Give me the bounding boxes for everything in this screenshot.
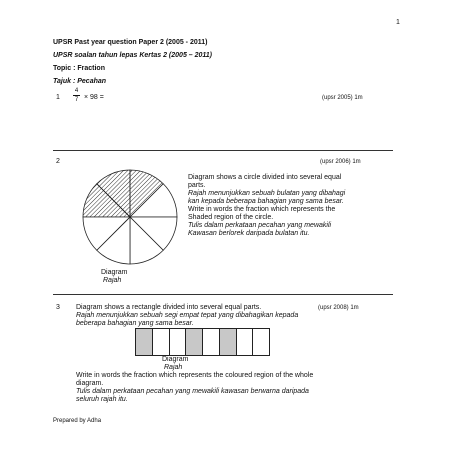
q2-text-ms-2: kan kepada beberapa bahagian yang sama besar. <box>188 198 344 205</box>
q1-source: (upsr 2005) 1m <box>322 95 363 101</box>
q3-cell <box>203 329 220 355</box>
q3-cell-shaded <box>186 329 203 355</box>
q1-denominator: 7 <box>74 97 79 103</box>
q2-text-en-2: parts. <box>188 182 206 189</box>
divider-2 <box>53 294 393 295</box>
q3-cell <box>170 329 187 355</box>
q2-circle-diagram <box>80 167 180 267</box>
title-malay: UPSR soalan tahun lepas Kertas 2 (2005 – 2011) <box>53 52 212 59</box>
q2-caption-english: Diagram <box>101 269 128 276</box>
q3-rectangle-diagram <box>135 328 270 356</box>
q2-source: (upsr 2006) 1m <box>320 159 361 165</box>
q3-write-english-1: Write in words the fraction which represents the coloured region of the whole <box>76 372 314 379</box>
q2-write-ms-1: Tulis dalam perkataan pecahan yang mewakili <box>188 222 332 229</box>
q2-write-ms-2: Kawasan berlorek daripada bulatan itu. <box>188 230 310 237</box>
q3-text-english: Diagram shows a rectangle divided into several equal parts. <box>76 304 262 311</box>
q3-cell-shaded <box>220 329 237 355</box>
q2-text-en-1: Diagram shows a circle divided into several equal <box>188 174 342 181</box>
q2-text-ms-1: Rajah menunjukkan sebuah bulatan yang dibahagi <box>188 190 346 197</box>
q2-write-en-2: Shaded region of the circle. <box>188 214 274 221</box>
q3-cell <box>237 329 254 355</box>
q1-expression: × 98 = <box>84 94 104 101</box>
footer-credit: Prepared by Adha <box>53 418 102 424</box>
q1-number: 1 <box>56 94 60 101</box>
q3-write-malay-1: Tulis dalam perkataan pecahan yang mewakili kawasan berwarna daripada <box>76 388 309 395</box>
topic-malay: Tajuk : Pecahan <box>53 78 107 85</box>
q3-caption-malay: Rajah <box>164 364 183 371</box>
q3-caption-english: Diagram <box>162 356 189 363</box>
q1-fraction <box>73 88 80 103</box>
topic-english: Topic : Fraction <box>53 65 105 72</box>
q3-cell <box>153 329 170 355</box>
q3-cell <box>253 329 270 355</box>
title-english: UPSR Past year question Paper 2 (2005 - 2011) <box>53 39 208 46</box>
q3-write-english-2: diagram. <box>76 380 104 387</box>
page-number: 1 <box>396 19 400 26</box>
q1-numerator: 4 <box>74 88 79 94</box>
q2-circle-sectors <box>83 170 177 264</box>
q3-text-malay-2: beberapa bahagian yang sama besar. <box>76 320 194 327</box>
q2-write-en-1: Write in words the fraction which represents the <box>188 206 336 213</box>
q2-caption-malay: Rajah <box>103 277 122 284</box>
q3-cell-shaded <box>136 329 153 355</box>
q3-number: 3 <box>56 304 60 311</box>
q3-write-malay-2: seluruh rajah itu. <box>76 396 128 403</box>
divider-1 <box>53 150 393 151</box>
q3-source: (upsr 2008) 1m <box>318 305 359 311</box>
q2-number: 2 <box>56 158 60 165</box>
q3-text-malay-1: Rajah menunjukkan sebuah segi empat tepat yang dibahagikan kepada <box>76 312 299 319</box>
